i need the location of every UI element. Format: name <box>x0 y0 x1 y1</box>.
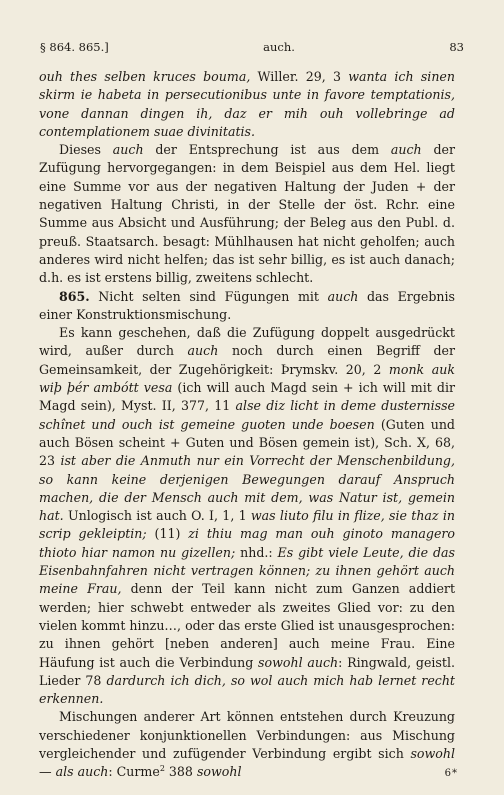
text-run: Mischungen anderer Art können entstehen durch Kreuzung verschiedener konjunktionellen Verbindungen: aus Mischung vergleichender und zufügender Verbindung ergibt sich <box>39 709 455 761</box>
italic-run: wanta ich sinen skirm ie habeta in persecutionibus unte in favore temptationis, vone dannan dingen ih, daz er mih ouh vollebringe ad contemplationem suae divinitatis. <box>39 69 455 139</box>
italic-run: ist aber die Anmuth nur ein Vorrecht der Menschenbildung, so kann keine derjenigen Bewegungen darauf Anspruch machen, die der Mensch auch mit dem, was Natur ist, gemein hat. <box>39 453 455 524</box>
italic-run: sowohl <box>196 764 242 780</box>
italic-run: dardurch ich dich, so wol auch mich hab lernet recht erkennen. <box>39 672 455 707</box>
italic-run: auch <box>327 288 359 304</box>
signature-mark: 6* <box>444 768 458 779</box>
text-run: der Entsprechung ist aus dem <box>143 142 391 158</box>
italic-run: ouh thes selben kruces bouma, <box>39 69 251 84</box>
text-run: Es kann geschehen, daß die Zufügung doppelt ausgedrückt wird, außer durch <box>39 325 455 359</box>
text-run: Unlogisch ist auch O. I, 1, 1 <box>63 508 251 524</box>
section-reference: § 864. 865.] <box>40 40 109 54</box>
paragraph-citation-continuation <box>39 68 455 141</box>
text-run: Nicht selten sind Fügungen mit <box>89 288 328 304</box>
italic-run: zi thiu mag man ouh ginoto managero thioto hiar namon nu gizellen; <box>39 526 456 560</box>
section-number: 865. <box>59 288 90 304</box>
text-run: : Curme <box>108 764 160 780</box>
italic-run: was liuto filu in flize, sie thaz in scrip gekleiptin; <box>39 508 455 542</box>
paragraph-auch-origin <box>39 141 455 287</box>
paragraph-mixing <box>39 708 455 781</box>
running-header <box>40 40 464 54</box>
text-run: denn der Teil kann nicht zum Ganzen addiert werden; hier schwebt entweder als zweites Glied vor: zu den vielen kommt hinzu…, oder das erste Glied ist unausgesprochen: zu ihnen gehört [neben anderen] auch meine Frau. Eine Häufung ist auch die Verbindung <box>39 581 456 670</box>
italic-run: sowohl — als auch <box>39 745 455 780</box>
italic-run: auch <box>390 142 422 158</box>
italic-run: monk auk wiþ þér ambótt vesa <box>39 361 455 396</box>
italic-run: sowohl auch <box>258 654 339 670</box>
text-run: noch durch einen Begriff der Gemeinsamkeit, der Zugehörigkeit: Þrymskv. 20, 2 <box>39 343 455 377</box>
italic-run: auch <box>112 142 144 158</box>
text-run: das Ergebnis einer Konstruktionsmischung. <box>39 288 455 322</box>
text-run: nhd.: <box>235 544 278 560</box>
text-run: 388 <box>164 764 197 780</box>
text-run: : Ringwald, geistl. Lieder 78 <box>39 654 455 688</box>
italic-run: auch <box>187 343 219 359</box>
page-number: 83 <box>449 40 464 54</box>
superscript: 2 <box>159 764 165 774</box>
page-body <box>39 68 455 782</box>
text-run: (Guten und auch Bösen scheint + Guten und Bösen gemein ist), Sch. X, 68, 23 <box>39 416 455 469</box>
text-run: (ich will auch Magd sein + ich will mit dir Magd sein), Myst. II, 377, 11 <box>39 380 455 414</box>
italic-run: alse diz licht in deme dusternisse schînet und ouch ist gemeine guoten unde boesen <box>39 398 455 432</box>
paragraph-section-865 <box>39 288 455 325</box>
text-run: Dieses <box>59 142 113 158</box>
paragraph-double-addition <box>39 324 455 708</box>
running-title: auch. <box>263 40 295 54</box>
text-run: (11) <box>146 526 189 542</box>
italic-run: Es gibt viele Leute, die das Eisenbahnfahren nicht vertragen können; zu ihnen gehört auch meine Frau, <box>39 544 455 597</box>
text-run: der Zufügung hervorgegangen: in dem Beispiel aus dem Hel. liegt eine Summe vor aus der negativen Haltung der Juden + der negativen Haltung Christi, in der Stelle der öst. Rchr. eine Summe aus Absicht und Ausführung; der Beleg aus den Publ. d. preuß. Staatsarch. besagt: Mühlhausen hat nicht geholfen; auch anderes wird nicht helfen; das ist sehr billig, es ist auch danach; d.h. es ist erstens billig, zweitens schlecht. <box>39 142 455 286</box>
text-run: Willer. 29, 3 <box>250 69 349 84</box>
